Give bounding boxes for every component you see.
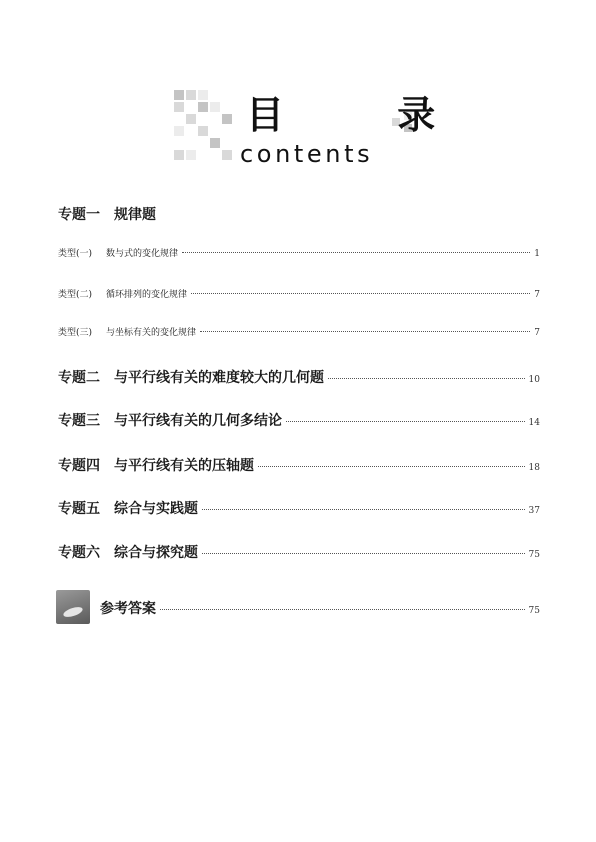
leader-dots <box>182 252 530 253</box>
toc-title: 数与式的变化规律 <box>106 249 179 259</box>
page-number: 7 <box>534 328 540 338</box>
toc-title: 循环排列的变化规律 <box>106 290 188 300</box>
toc-answers[interactable] <box>100 598 540 618</box>
leader-dots <box>200 331 530 332</box>
page-number: 18 <box>528 463 540 473</box>
toc-topic-2[interactable] <box>58 367 540 387</box>
toc-title: 综合与实践题 <box>114 501 198 517</box>
leader-dots <box>258 466 525 467</box>
page-number: 37 <box>528 506 540 516</box>
toc-sub-2[interactable] <box>58 287 540 300</box>
toc-sub-1[interactable] <box>58 246 540 259</box>
page-number: 14 <box>528 418 540 428</box>
toc-topic-3[interactable] <box>58 410 540 430</box>
toc-title: 与坐标有关的变化规律 <box>106 328 197 338</box>
leader-dots <box>286 421 525 422</box>
leader-dots <box>328 378 525 379</box>
leader-dots <box>160 609 525 610</box>
toc-title: 与平行线有关的难度较大的几何题 <box>114 370 324 386</box>
page-number: 7 <box>534 290 540 300</box>
toc-label: 类型(三) <box>58 328 93 338</box>
toc-topic-4[interactable] <box>58 455 540 475</box>
answer-book-icon <box>56 590 90 624</box>
toc-title: 与平行线有关的几何多结论 <box>114 413 282 429</box>
answers-label: 参考答案 <box>100 601 156 617</box>
toc-label: 类型(一) <box>58 249 93 259</box>
toc-label: 专题四 <box>58 458 100 474</box>
toc-topic-6[interactable] <box>58 542 540 562</box>
toc-title: 综合与探究题 <box>114 545 198 561</box>
toc-title: 规律题 <box>114 207 156 223</box>
leader-dots <box>202 553 525 554</box>
page-number: 75 <box>528 550 540 560</box>
toc-label: 专题一 <box>58 207 100 223</box>
page-subtitle: contents <box>240 140 374 168</box>
toc-label: 专题三 <box>58 413 100 429</box>
toc-label: 专题二 <box>58 370 100 386</box>
toc-title: 与平行线有关的压轴题 <box>114 458 254 474</box>
page-number: 75 <box>528 606 540 616</box>
page-number: 1 <box>534 249 540 259</box>
toc-label: 类型(二) <box>58 290 93 300</box>
toc-topic-5[interactable] <box>58 498 540 518</box>
page-title: 目 录 <box>246 93 486 137</box>
page-number: 10 <box>528 375 540 385</box>
toc-sub-3[interactable] <box>58 325 540 338</box>
toc-label: 专题六 <box>58 545 100 561</box>
toc-topic-1[interactable] <box>58 204 540 224</box>
toc-label: 专题五 <box>58 501 100 517</box>
leader-dots <box>202 509 525 510</box>
leader-dots <box>191 293 530 294</box>
